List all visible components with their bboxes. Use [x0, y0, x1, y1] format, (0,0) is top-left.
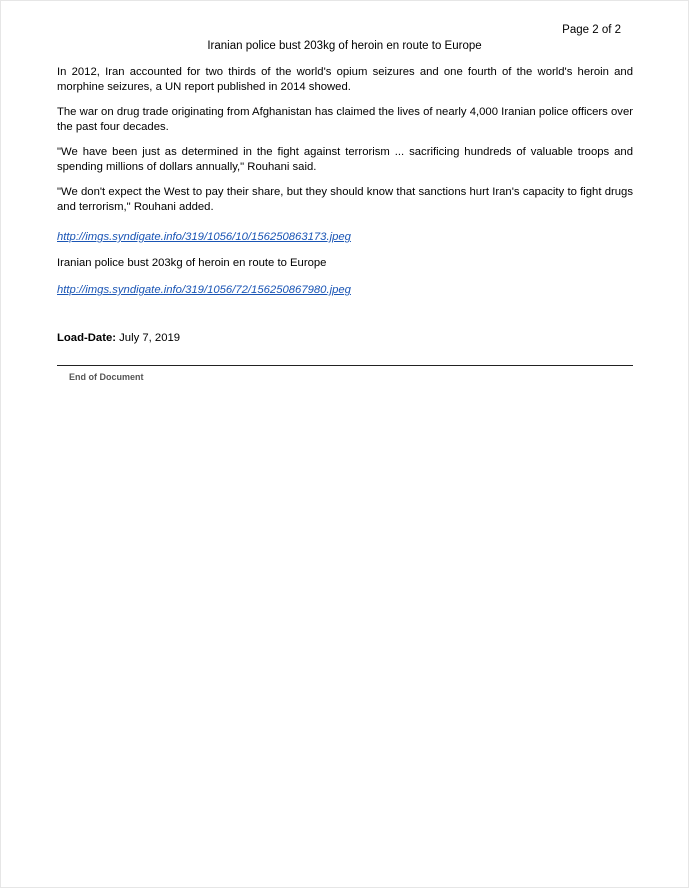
image-caption: Iranian police bust 203kg of heroin en route to Europe [57, 256, 327, 269]
end-of-document: End of Document [69, 372, 144, 382]
load-date [57, 331, 633, 346]
load-date-label: Load-Date: [57, 331, 116, 344]
paragraph: The war on drug trade originating from Afghanistan has claimed the lives of nearly 4,000 Iranian police officers over the past four decades. [57, 106, 633, 133]
paragraph: In 2012, Iran accounted for two thirds of the world's opium seizures and one fourth of the world's heroin and morphine seizures, a UN report published in 2014 showed. [57, 66, 633, 93]
image-link-2[interactable]: http://imgs.syndigate.info/319/1056/72/156250867980.jpeg [57, 284, 351, 296]
page-number: Page 2 of 2 [562, 24, 621, 36]
document-body [57, 65, 633, 356]
document-title: Iranian police bust 203kg of heroin en route to Europe [207, 40, 482, 52]
image-link-1[interactable]: http://imgs.syndigate.info/319/1056/10/156250863173.jpeg [57, 231, 351, 243]
load-date-value: July 7, 2019 [119, 331, 181, 344]
paragraph: "We have been just as determined in the fight against terrorism ... sacrificing hundreds of valuable troops and spending millions of dollars annually," Rouhani said. [57, 146, 633, 173]
paragraph: "We don't expect the West to pay their share, but they should know that sanctions hurt Iran's capacity to fight drugs and terrorism," Rouhani added. [57, 186, 633, 213]
end-divider [57, 365, 633, 366]
